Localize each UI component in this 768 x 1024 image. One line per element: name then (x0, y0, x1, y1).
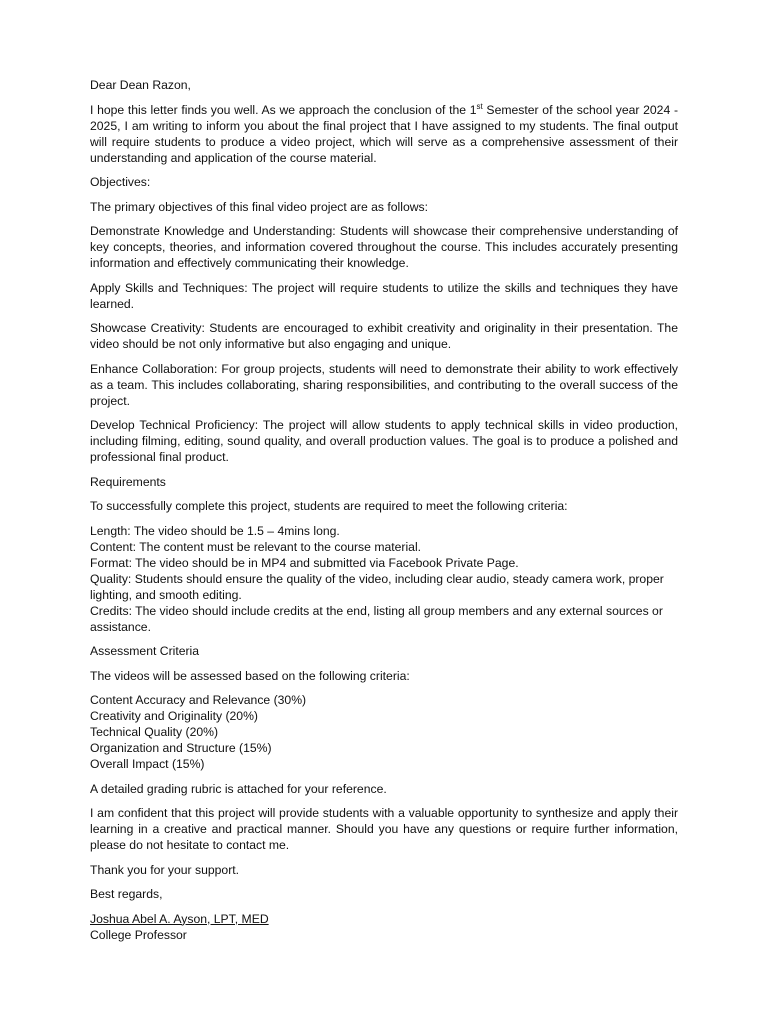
intro-superscript: st (476, 101, 483, 111)
signature-name: Joshua Abel A. Ayson, LPT, MED (90, 911, 269, 926)
objectives-intro: The primary objectives of this final video project are as follows: (90, 199, 429, 214)
thanks-line: Thank you for your support. (90, 862, 240, 877)
rubric-note: A detailed grading rubric is attached for your reference. (90, 781, 387, 796)
objective-creativity: Showcase Creativity: Students are encouraged to exhibit creativity and originality in their presentation. The video should be not only informative but also engaging and unique. (90, 321, 678, 351)
objective-collaboration: Enhance Collaboration: For group projects, students will need to demonstrate their ability to work effectively as a team. This includes collaborating, sharing responsibilities, and contributing to the overall success of the project. (90, 361, 678, 408)
criterion-overall-impact: Overall Impact (15%) (90, 757, 205, 771)
signoff: Best regards, (90, 887, 163, 901)
objective-technical: Develop Technical Proficiency: The project will allow students to apply technical skills in video production, including filming, editing, sound quality, and overall production values. The goal is to produce a polished and professional final product. (90, 418, 678, 464)
requirements-intro: To successfully complete this project, students are required to meet the following criteria: (90, 499, 568, 513)
intro-paragraph (90, 102, 678, 166)
criterion-technical-quality: Technical Quality (20%) (90, 725, 219, 739)
requirements-heading: Requirements (90, 474, 166, 489)
signature-block (90, 911, 678, 943)
requirement-length: Length: The video should be 1.5 – 4mins long. (90, 523, 340, 538)
criterion-creativity: Creativity and Originality (20%) (90, 709, 258, 723)
assessment-list (90, 692, 678, 772)
salutation: Dear Dean Razon, (90, 78, 191, 92)
requirement-credits: Credits: The video should include credits at the end, listing all group members and any external sources or assistance. (90, 603, 663, 634)
assessment-intro: The videos will be assessed based on the following criteria: (90, 668, 410, 683)
intro-text-start: I hope this letter finds you well. As we approach the conclusion of the 1 (90, 102, 477, 117)
assessment-heading: Assessment Criteria (90, 644, 200, 658)
objective-knowledge: Demonstrate Knowledge and Understanding: Students will showcase their comprehensive understanding of key concepts, theories, and information covered throughout the course. This includes accurately presenting information and effectively communicating their knowledge. (90, 224, 678, 270)
signature-title: College Professor (90, 927, 187, 942)
requirement-format: Format: The video should be in MP4 and submitted via Facebook Private Page. (90, 555, 519, 570)
intro-text-end: Semester of the school year 2024 - 2025, I am writing to inform you about the final project that I have assigned to my students. The final output will require students to produce a video project, which will serve as a comprehensive assessment of their understanding and application of the course material. (90, 102, 678, 165)
closing-paragraph: I am confident that this project will provide students with a valuable opportunity to synthesize and apply their learning in a creative and practical manner. Should you have any questions or require further information, please do not hesitate to contact me. (90, 806, 678, 852)
criterion-content-accuracy: Content Accuracy and Relevance (30%) (90, 693, 307, 707)
requirement-content: Content: The content must be relevant to the course material. (90, 539, 422, 554)
criterion-organization: Organization and Structure (15%) (90, 741, 272, 755)
objectives-heading: Objectives: (90, 175, 151, 189)
objective-skills: Apply Skills and Techniques: The project will require students to utilize the skills and techniques they have learned. (90, 280, 678, 311)
requirement-quality: Quality: Students should ensure the quality of the video, including clear audio, steady camera work, proper lighting, and smooth editing. (90, 571, 664, 602)
